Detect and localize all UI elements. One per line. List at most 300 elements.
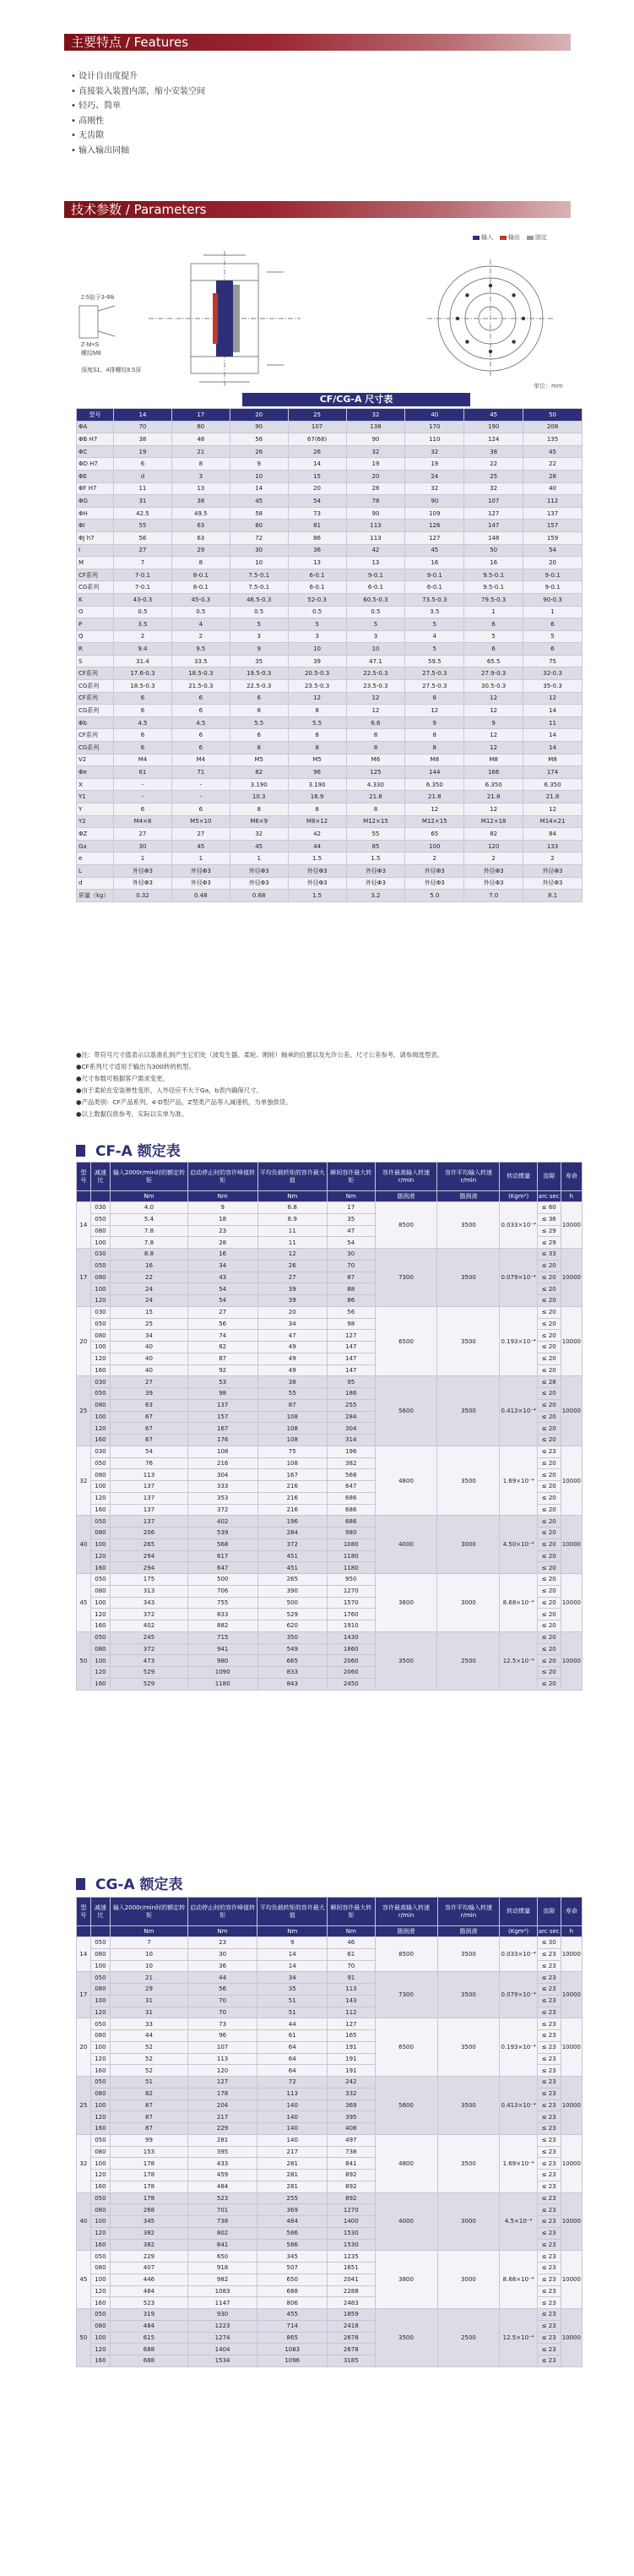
rating-cell: 63 (111, 1399, 188, 1411)
rating-cell: 647 (327, 1481, 375, 1493)
rating-max-cell: 5600 (375, 1376, 437, 1446)
dim-cell: 65 (405, 828, 464, 841)
rating-header-cell: 型号 (77, 1898, 91, 1926)
dim-cell: 21.8 (464, 791, 523, 803)
dim-row (77, 531, 583, 544)
rating-cell: 1180 (187, 1678, 257, 1690)
rating-cell: 892 (328, 2192, 376, 2204)
rating-header-row (77, 1898, 583, 1926)
backlash-cell: ≤ 23 (537, 2018, 561, 2030)
backlash-cell: ≤ 20 (537, 1342, 561, 1353)
dim-row (77, 581, 583, 594)
dim-cell: 4.5 (114, 716, 172, 729)
rating-cell: 108 (187, 1446, 257, 1457)
rating-cell: 245 (111, 1631, 188, 1643)
backlash-cell: ≤ 20 (537, 1609, 561, 1620)
backlash-cell: ≤ 20 (537, 1667, 561, 1679)
bolt-hole (512, 293, 515, 297)
dim-cell: 45 (523, 445, 583, 458)
dim-cell: d (114, 470, 172, 482)
rating-cell: 157 (187, 1411, 257, 1423)
rating-cell: 167 (257, 1469, 327, 1481)
rating-row (77, 1202, 583, 1214)
rating-cell: 500 (257, 1597, 327, 1609)
rating-unit-cell (90, 1191, 111, 1202)
dim-row-label: CF系列 (77, 729, 114, 742)
rating-cell: 16 (187, 1249, 257, 1261)
rating-avg-cell: 3500 (437, 1972, 500, 2018)
rating-cell: 137 (111, 1516, 188, 1528)
rating-header-cell: 容许平均输入转速r/min (437, 1898, 500, 1926)
dim-header-cell: 40 (405, 409, 464, 422)
backlash-cell: ≤ 23 (537, 2274, 561, 2285)
dim-row-label: ΦG (77, 495, 114, 508)
rating-cell: 7.8 (111, 1225, 188, 1237)
dim-cell: 14 (523, 742, 583, 754)
rating-cell: 281 (257, 2170, 328, 2181)
rating-avg-cell: 3000 (437, 2192, 500, 2251)
rating-cell: 17 (327, 1202, 375, 1214)
title-marker-icon (76, 1878, 85, 1890)
rating-cell: 70 (187, 1995, 257, 2007)
backlash-cell: ≤ 33 (537, 1249, 561, 1261)
dim-cell: 27 (114, 828, 172, 841)
rating-cell: 980 (327, 1528, 375, 1539)
rating-cell: 87 (111, 2111, 188, 2123)
rating-unit-cell: 脂润滑 (375, 1926, 437, 1937)
rating-cell: 52 (111, 2065, 188, 2077)
dim-row (77, 828, 583, 841)
dim-cell: 12 (346, 705, 405, 717)
dim-cell: 32 (464, 482, 523, 495)
dim-row-label: Φb (77, 716, 114, 729)
rating-row (77, 1516, 583, 1528)
backlash-cell: ≤ 23 (537, 1984, 561, 1996)
dim-cell: 32 (405, 445, 464, 458)
dim-row (77, 705, 583, 717)
rating-cell: 892 (328, 2181, 376, 2192)
rating-cell: 755 (187, 1597, 257, 1609)
rating-cell: 31 (111, 2007, 188, 2018)
rating-cell: 353 (187, 1492, 257, 1504)
rating-cell: 080 (90, 2204, 111, 2216)
rating-cell: 050 (90, 1631, 111, 1643)
rating-cell: 100 (90, 1237, 111, 1249)
dim-cell: 3 (230, 630, 288, 643)
dim-cell: 8-0.1 (171, 581, 230, 594)
backlash-cell: ≤ 23 (537, 2170, 561, 2181)
dim-row (77, 593, 583, 606)
dim-cell: 0.48 (171, 890, 230, 902)
dim-cell: 47.1 (346, 655, 405, 667)
rating-cell: 1096 (257, 2355, 328, 2367)
rating-cell: 050 (90, 1388, 111, 1400)
rating-cell: 281 (257, 2158, 328, 2170)
rating-cell: 345 (111, 2216, 188, 2228)
rating-cell: 76 (111, 1457, 188, 1469)
dim-row (77, 778, 583, 791)
cg-rating-table (76, 1897, 583, 2367)
backlash-cell: ≤ 60 (537, 1202, 561, 1214)
dim-cell: 1.5 (288, 890, 346, 902)
rating-cell: 61 (328, 1948, 376, 1960)
backlash-cell: ≤ 23 (537, 2030, 561, 2042)
dim-cell: 55 (114, 520, 172, 532)
rating-cell: 44 (111, 2030, 188, 2042)
rating-avg-cell: 3500 (437, 1376, 500, 1446)
dim-cell: 3.190 (230, 778, 288, 791)
dim-cell: 外径Φ3 (405, 864, 464, 877)
rating-cell: 473 (111, 1655, 188, 1667)
rating-cell: 49 (257, 1364, 327, 1376)
rating-cell: 294 (111, 1550, 188, 1562)
rating-cell: 44 (187, 1972, 257, 1984)
rating-header-cell: 齿隙 (537, 1163, 561, 1191)
rating-unit-cell (77, 1191, 91, 1202)
rating-cell: 865 (257, 2332, 328, 2344)
dim-cell: 45 (230, 495, 288, 508)
rating-unit-cell: arc sec (537, 1926, 561, 1937)
rating-cell: 080 (90, 2146, 111, 2158)
dim-row-label: ΦJ h7 (77, 531, 114, 544)
rating-cell: 802 (187, 2227, 257, 2239)
rating-cell: 120 (90, 2007, 111, 2018)
rating-header-cell: 容许平均输入转速r/min (437, 1163, 500, 1191)
dim-cell: 148 (464, 531, 523, 544)
rating-cell: 21 (111, 1972, 188, 1984)
rating-header-cell: 齿隙 (537, 1898, 561, 1926)
rating-cell: 100 (90, 1539, 111, 1550)
dim-cell: 外径Φ3 (464, 864, 523, 877)
dim-cell: 外径Φ3 (230, 877, 288, 890)
cf-rating-title: CF-A 额定表 (76, 1139, 181, 1160)
legend-label: 输出 (508, 234, 520, 241)
dim-cell: 113 (346, 531, 405, 544)
backlash-cell: ≤ 23 (537, 2158, 561, 2170)
rating-unit-cell: 脂润滑 (375, 1191, 437, 1202)
backlash-cell: ≤ 23 (537, 2123, 561, 2135)
rating-cell: 446 (111, 2274, 188, 2285)
dim-cell: 63 (171, 520, 230, 532)
dim-cell: 8 (288, 803, 346, 816)
rating-cell: 137 (111, 1492, 188, 1504)
dim-cell: 107 (288, 421, 346, 433)
rating-cell: 25 (111, 1318, 188, 1330)
dim-cell: 5.0 (405, 890, 464, 902)
dim-row (77, 803, 583, 816)
dim-cell: 7-0.1 (114, 569, 172, 581)
dim-cell: 22.5-0.3 (346, 667, 405, 680)
dim-cell: 8 (405, 729, 464, 742)
backlash-cell: ≤ 20 (537, 1272, 561, 1283)
rating-cell: 1404 (187, 2344, 257, 2355)
dim-row-label: K (77, 593, 114, 606)
rating-cell: 050 (90, 1260, 111, 1272)
rating-cell: 529 (111, 1667, 188, 1679)
rating-cell: 178 (111, 2170, 188, 2181)
rating-cell: 284 (257, 1528, 327, 1539)
rating-inertia-cell: 0.193×10⁻⁴ (500, 1306, 537, 1376)
dim-cell: 38 (464, 445, 523, 458)
rating-cell: 050 (90, 1318, 111, 1330)
drawing-label: Z-M×S (81, 342, 100, 348)
rating-cell: 120 (90, 2344, 111, 2355)
dim-cell: 22 (523, 458, 583, 471)
dim-cell: M4×8 (114, 815, 172, 828)
rating-cell: 1223 (187, 2320, 257, 2332)
feature-item: • 轻巧、简单 (71, 101, 122, 111)
rating-cell: 688 (257, 2285, 328, 2297)
dim-cell: 61 (114, 766, 172, 779)
rating-cell: 030 (90, 1306, 111, 1318)
rating-cell: 497 (328, 2134, 376, 2146)
rating-cell: 91 (328, 1972, 376, 1984)
rating-cell: 160 (90, 1562, 111, 1574)
rating-cell: 100 (90, 1342, 111, 1353)
dim-cell: 6 (171, 803, 230, 816)
rating-cell: 160 (90, 2065, 111, 2077)
dim-cell: 2 (464, 852, 523, 865)
dim-cell: 6 (171, 705, 230, 717)
model-cell: 40 (77, 1516, 91, 1574)
dim-cell: 125 (346, 766, 405, 779)
dim-cell: 43-0.3 (114, 593, 172, 606)
rating-cell: 10 (111, 1960, 188, 1972)
dim-cell: 8 (405, 692, 464, 705)
backlash-cell: ≤ 20 (537, 1528, 561, 1539)
dim-cell: 133 (523, 840, 583, 852)
dim-cell: 外径Φ3 (288, 877, 346, 890)
dim-row-label: Y1 (77, 791, 114, 803)
model-cell: 14 (77, 1937, 91, 1972)
rating-cell: 433 (187, 2158, 257, 2170)
dim-cell: 24 (405, 470, 464, 482)
rating-cell: 217 (257, 2146, 328, 2158)
rating-cell: 87 (111, 2099, 188, 2111)
dim-cell: 外径Φ3 (523, 864, 583, 877)
rating-cell: 33 (111, 2018, 188, 2030)
life-cell: 10000 (561, 1574, 582, 1632)
dim-cell: 30 (230, 544, 288, 557)
dim-row (77, 445, 583, 458)
dim-cell: 5 (405, 643, 464, 656)
dim-cell: 6 (230, 729, 288, 742)
rating-cell: 120 (90, 1667, 111, 1679)
dim-row-label: CG系列 (77, 705, 114, 717)
dim-cell: 3.5 (114, 618, 172, 631)
rating-cell: 100 (90, 2041, 111, 2053)
backlash-cell: ≤ 20 (537, 1643, 561, 1655)
rating-cell: 120 (90, 1423, 111, 1435)
rating-max-cell: 4800 (375, 2134, 437, 2192)
life-cell: 10000 (561, 1306, 582, 1376)
rating-unit-cell: Nm (187, 1926, 257, 1937)
rating-cell: 160 (90, 1364, 111, 1376)
dim-cell: 6.350 (523, 778, 583, 791)
rating-cell: 27 (187, 1306, 257, 1318)
dim-cell: 0.5 (114, 606, 172, 618)
rating-cell: 918 (187, 2263, 257, 2274)
rating-cell: 11 (257, 1237, 327, 1249)
rating-avg-cell: 3000 (437, 2251, 500, 2309)
rating-cell: 6.9 (257, 1213, 327, 1225)
rating-cell: 20 (257, 1306, 327, 1318)
rating-cell: 050 (90, 2134, 111, 2146)
dim-cell: 32 (346, 445, 405, 458)
dim-row-label: ΦE (77, 470, 114, 482)
rating-unit-cell (77, 1926, 91, 1937)
dim-cell: 6 (523, 643, 583, 656)
dim-cell: 13 (171, 482, 230, 495)
dim-row (77, 544, 583, 557)
dim-cell: 42.5 (114, 507, 172, 520)
dim-row (77, 766, 583, 779)
dim-cell: 90 (346, 433, 405, 446)
backlash-cell: ≤ 20 (537, 1283, 561, 1295)
dim-cell: 42 (346, 544, 405, 557)
rating-cell: 27 (111, 1376, 188, 1388)
rating-cell: 108 (257, 1435, 327, 1446)
rating-cell: 120 (90, 2170, 111, 2181)
rating-cell: 56 (187, 1984, 257, 1996)
rating-cell: 7.8 (111, 1237, 188, 1249)
drawing-label: 螺纹M8 (81, 351, 101, 357)
rating-cell: 372 (111, 1609, 188, 1620)
rating-cell: 70 (327, 1260, 375, 1272)
dim-row (77, 877, 583, 890)
dim-row-label: S (77, 655, 114, 667)
rating-cell: 9 (187, 1202, 257, 1214)
dim-cell: 26 (230, 445, 288, 458)
rating-row (77, 2192, 583, 2204)
rating-cell: 160 (90, 2239, 111, 2251)
rating-cell: 1235 (328, 2251, 376, 2263)
rating-row (77, 1376, 583, 1388)
dim-cell: M4 (171, 754, 230, 766)
rating-cell: 539 (187, 1528, 257, 1539)
dim-cell: 8 (230, 705, 288, 717)
dim-cell: 6 (114, 692, 172, 705)
rating-cell: 99 (111, 2134, 188, 2146)
dim-cell: 25 (464, 470, 523, 482)
rating-cell: 2418 (328, 2320, 376, 2332)
rating-cell: 87 (187, 1353, 257, 1364)
rating-cell: 178 (111, 2158, 188, 2170)
rating-cell: 1274 (187, 2332, 257, 2344)
backlash-cell: ≤ 20 (537, 1550, 561, 1562)
rating-header-cell: 寿命 (561, 1163, 582, 1191)
rating-cell: 98 (327, 1318, 375, 1330)
rating-cell: 178 (111, 2192, 188, 2204)
dim-row (77, 791, 583, 803)
rating-cell: 127 (327, 1330, 375, 1342)
backlash-cell: ≤ 23 (537, 2134, 561, 2146)
rating-unit-cell: 脂润滑 (437, 1191, 500, 1202)
rating-cell: 050 (90, 1516, 111, 1528)
rating-cell: 52 (111, 2053, 188, 2065)
dim-cell: 6 (230, 692, 288, 705)
rating-unit-cell: h (561, 1926, 582, 1937)
rating-cell: 242 (328, 2077, 376, 2089)
rating-cell: 92 (187, 1364, 257, 1376)
dim-cell: 6.6 (346, 716, 405, 729)
rating-cell: 100 (90, 1597, 111, 1609)
rating-unit-row (77, 1191, 583, 1202)
rating-max-cell: 6500 (375, 1306, 437, 1376)
rating-cell: 120 (90, 2053, 111, 2065)
rating-cell: 175 (111, 1574, 188, 1586)
rating-cell: 160 (90, 2297, 111, 2309)
rating-cell: 9 (257, 1937, 328, 1949)
rating-cell: 127 (328, 2018, 376, 2030)
dim-cell: 45 (405, 544, 464, 557)
backlash-cell: ≤ 20 (537, 1399, 561, 1411)
rating-cell: 523 (111, 2297, 188, 2309)
rating-cell: 196 (257, 1516, 327, 1528)
dim-cell: 外径Φ3 (346, 877, 405, 890)
dim-cell: 0.5 (346, 606, 405, 618)
dim-cell: 100 (405, 840, 464, 852)
rating-cell: 137 (111, 1481, 188, 1493)
rating-cell: 143 (328, 1995, 376, 2007)
rating-cell: 030 (90, 1446, 111, 1457)
rating-cell: 88 (327, 1283, 375, 1295)
dim-cell: 19.5-0.3 (230, 667, 288, 680)
dim-row (77, 630, 583, 643)
dim-cell: 3.2 (346, 890, 405, 902)
dim-row (77, 815, 583, 828)
backlash-cell: ≤ 20 (537, 1388, 561, 1400)
rating-inertia-cell: 1.69×10⁻⁴ (500, 2134, 537, 2192)
rating-cell: 395 (187, 2146, 257, 2158)
rating-cell: 229 (187, 2123, 257, 2135)
backlash-cell: ≤ 23 (537, 2077, 561, 2089)
rating-cell: 382 (111, 2227, 188, 2239)
rating-cell: 191 (328, 2065, 376, 2077)
rating-cell: 160 (90, 1504, 111, 1516)
rating-cell: 120 (90, 2227, 111, 2239)
dim-cell: 65.5 (464, 655, 523, 667)
rating-header-cell: 寿命 (561, 1898, 582, 1926)
dim-cell: 109 (405, 507, 464, 520)
dim-cell: 9.5 (171, 643, 230, 656)
rating-max-cell: 8500 (375, 1937, 437, 1972)
dim-cell: 22.5-0.3 (230, 680, 288, 693)
dim-cell: 28 (346, 482, 405, 495)
rating-cell: 390 (257, 1585, 327, 1597)
rating-avg-cell: 3500 (437, 2134, 500, 2192)
dim-cell: 12 (405, 803, 464, 816)
rating-cell: 100 (90, 1481, 111, 1493)
dim-cell: 1.5 (288, 852, 346, 865)
rating-unit-cell: Nm (187, 1191, 257, 1202)
dim-row-label: ΦH (77, 507, 114, 520)
dim-cell: 6-0.1 (405, 581, 464, 594)
dim-cell: M5 (288, 754, 346, 766)
dim-row-label: ΦZ (77, 828, 114, 841)
rating-inertia-cell: 0.413×10⁻⁴ (500, 1376, 537, 1446)
dim-cell: 5 (464, 630, 523, 643)
rating-cell: 82 (187, 1342, 257, 1353)
rating-max-cell: 4000 (375, 2192, 437, 2251)
dim-row (77, 618, 583, 631)
dim-header-cell: 17 (171, 409, 230, 422)
model-cell: 40 (77, 2192, 91, 2251)
dim-cell: 9-0.1 (346, 569, 405, 581)
rating-cell: 140 (257, 2111, 328, 2123)
backlash-cell: ≤ 23 (537, 2239, 561, 2251)
rating-cell: 1180 (327, 1550, 375, 1562)
